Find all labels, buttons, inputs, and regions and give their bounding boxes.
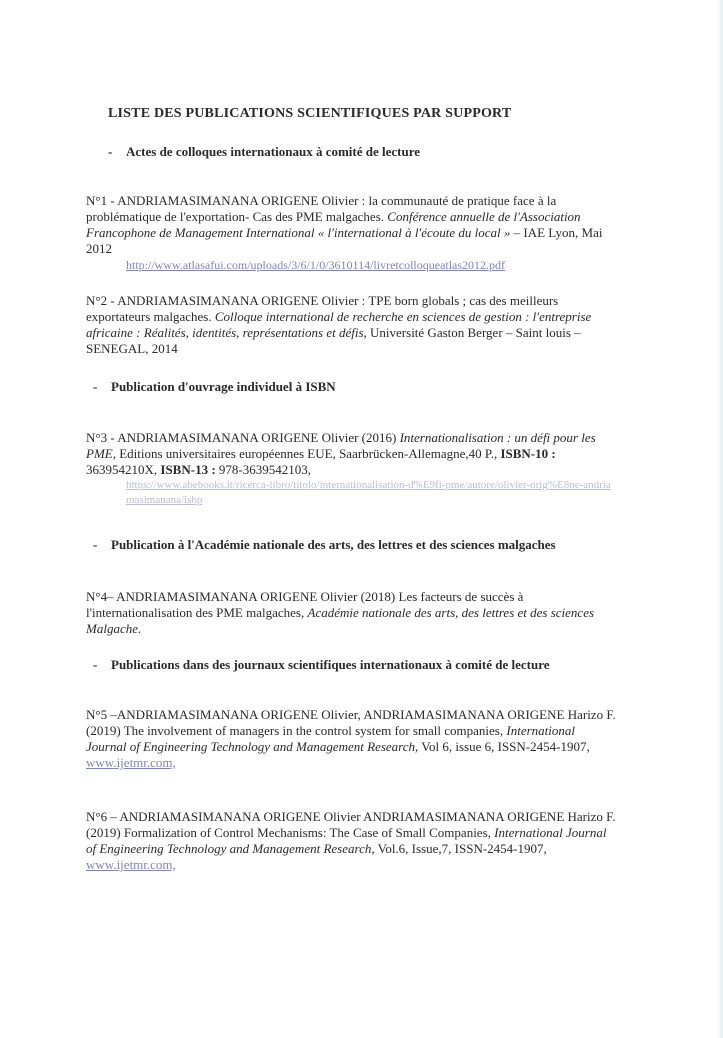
section-heading-colloques bbox=[108, 144, 420, 160]
entry-author: ANDRIAMASIMANANA ORIGENE Olivier (2018) bbox=[116, 589, 396, 604]
section-heading-academie bbox=[93, 537, 556, 553]
entry-author: ANDRIAMASIMANANA ORIGENE Olivier : bbox=[117, 193, 366, 208]
entry-title: TPE born globals ; cas des meilleurs exportateurs malgaches. bbox=[86, 293, 559, 324]
entry-place: Université Gaston Berger – Saint louis – SENEGAL, 2014 bbox=[86, 325, 581, 356]
entry-number: N°4– bbox=[86, 589, 114, 604]
isbn10-value: 363954210X, bbox=[86, 462, 158, 477]
entry-venue: Colloque international de recherche en sciences de gestion : l'entreprise africaine : Réalités, identités, représentations et défis, bbox=[86, 309, 592, 340]
entry-title: The involvement of managers in the control system for small companies, bbox=[123, 723, 504, 738]
publication-entry-2 bbox=[86, 293, 618, 357]
page-edge-shadow bbox=[717, 0, 723, 1038]
entry-author: ANDRIAMASIMANANA ORIGENE Olivier (2016) bbox=[117, 430, 397, 445]
entry-author: ANDRIAMASIMANANA ORIGENE Olivier : bbox=[117, 293, 366, 308]
entry-link[interactable]: http://www.atlasafui.com/uploads/3/6/1/0/3610114/livretcolloqueatlas2012.pdf bbox=[126, 258, 506, 272]
entry-venue: International Journal of Engineering Technology and Management Research, bbox=[86, 723, 575, 754]
section-dash: - bbox=[108, 144, 113, 159]
section-dash: - bbox=[93, 537, 98, 552]
section-label: Publications dans des journaux scientifiques internationaux à comité de lecture bbox=[111, 657, 550, 672]
entry-number: N°6 bbox=[86, 809, 108, 824]
entry-publisher: Editions universitaires européennes EUE, Saarbrücken-Allemagne,40 P., bbox=[119, 446, 498, 461]
entry-details: Vol 6, issue 6, ISSN-2454-1907, bbox=[421, 739, 590, 754]
page-title: LISTE DES PUBLICATIONS SCIENTIFIQUES PAR SUPPORT bbox=[108, 106, 512, 121]
isbn10-label: ISBN-10 : bbox=[500, 446, 556, 461]
section-heading-ouvrage bbox=[93, 379, 336, 395]
section-heading-journaux bbox=[93, 657, 550, 673]
entry-venue: International Journal of Engineering Technology and Management Research, bbox=[86, 825, 607, 856]
isbn13-label: ISBN-13 : bbox=[160, 462, 216, 477]
section-dash: - bbox=[93, 657, 98, 672]
section-label: Actes de colloques internationaux à comité de lecture bbox=[126, 144, 421, 159]
entry-number: N°1 - bbox=[86, 193, 115, 208]
entry-number: N°3 - bbox=[86, 430, 115, 445]
entry-link[interactable]: www.ijetmr.com, bbox=[86, 857, 176, 872]
entry-link[interactable]: https://www.abebooks.it/ricerca-libro/titolo/internationalisation-d%E9fi-pme/autore/olivier-orig%E8ne-andriamasimanana/isbp bbox=[126, 479, 611, 506]
entry-venue: Académie nationale des arts, des lettres et des sciences Malgache. bbox=[86, 605, 595, 636]
entry-title: Formalization of Control Mechanisms: The Case of Small Companies, bbox=[123, 825, 491, 840]
entry-venue: Conférence annuelle de l'Association Francophone de Management International « l'international à l'écoute du local » bbox=[86, 209, 581, 240]
entry-venue: Internationalisation : un défi pour les PME, bbox=[86, 430, 596, 461]
entry-title: la communauté de pratique face à la problématique de l'exportation- Cas des PME malgaches. bbox=[86, 193, 557, 224]
section-label: Publication d'ouvrage individuel à ISBN bbox=[111, 379, 336, 394]
entry-link[interactable]: www.ijetmr.com, bbox=[86, 755, 176, 770]
entry-number: N°2 - bbox=[86, 293, 115, 308]
entry-place: – IAE Lyon, Mai 2012 bbox=[86, 225, 603, 256]
publication-entry-6 bbox=[86, 809, 618, 873]
publication-entry-1 bbox=[86, 193, 618, 273]
section-dash: - bbox=[93, 379, 98, 394]
publication-entry-4 bbox=[86, 589, 618, 637]
entry-author: –ANDRIAMASIMANANA ORIGENE Olivier, ANDRIAMASIMANANA ORIGENE Harizo F. (2019) bbox=[86, 707, 616, 738]
isbn13-value: 978-3639542103, bbox=[218, 462, 311, 477]
entry-author: – ANDRIAMASIMANANA ORIGENE Olivier ANDRIAMASIMANANA ORIGENE Harizo F. (2019) bbox=[86, 809, 616, 840]
publication-entry-3 bbox=[86, 430, 618, 508]
entry-details: Vol.6, Issue,7, ISSN-2454-1907, bbox=[377, 841, 547, 856]
entry-number: N°5 bbox=[86, 707, 108, 722]
section-label: Publication à l'Académie nationale des arts, des lettres et des sciences malgaches bbox=[111, 537, 556, 552]
entry-title: Les facteurs de succès à l'internationalisation des PME malgaches, bbox=[86, 589, 524, 620]
publication-entry-5 bbox=[86, 707, 618, 771]
